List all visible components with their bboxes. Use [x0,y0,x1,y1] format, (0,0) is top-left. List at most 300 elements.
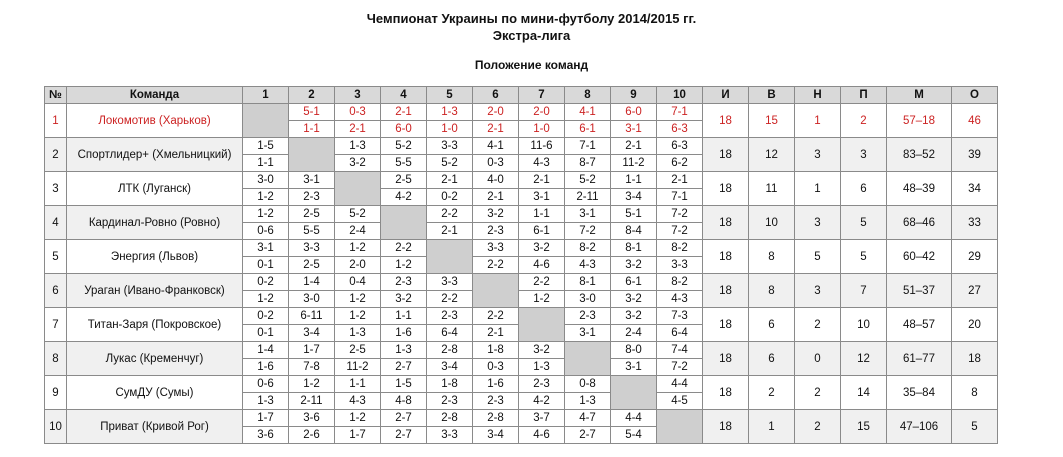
match-result: 2-1 [611,138,657,155]
match-result: 1-3 [335,138,381,155]
goals: 60–42 [887,240,952,274]
self-match-cell [565,342,611,376]
match-result: 8-2 [657,240,703,257]
match-result: 3-3 [427,138,473,155]
match-result: 1-1 [243,155,289,172]
match-result: 1-2 [289,376,335,393]
match-result: 1-1 [381,308,427,325]
match-result: 3-0 [289,291,335,308]
match-result: 6-0 [611,104,657,121]
match-result: 1-2 [519,291,565,308]
match-result: 4-2 [381,189,427,206]
match-result: 2-3 [565,308,611,325]
match-result: 3-0 [243,172,289,189]
games-played: 18 [703,138,749,172]
match-result: 1-8 [427,376,473,393]
match-result: 4-3 [519,155,565,172]
match-result: 4-3 [335,393,381,410]
match-result: 0-6 [243,376,289,393]
match-result: 3-6 [243,427,289,444]
goals: 35–84 [887,376,952,410]
goals: 68–46 [887,206,952,240]
match-result: 1-3 [519,359,565,376]
match-result: 1-6 [243,359,289,376]
match-result: 2-5 [289,257,335,274]
points: 29 [952,240,998,274]
match-result: 1-2 [243,206,289,223]
match-result: 8-0 [611,342,657,359]
match-result: 2-1 [657,172,703,189]
match-result: 4-4 [657,376,703,393]
match-result: 2-0 [519,104,565,121]
draws: 1 [795,104,841,138]
wins: 6 [749,308,795,342]
match-result: 3-1 [519,189,565,206]
team-row [45,308,998,325]
header-row [45,87,998,104]
team-position: 10 [45,410,67,444]
match-result: 6-1 [519,223,565,240]
match-result: 2-1 [335,121,381,138]
match-result: 5-2 [427,155,473,172]
standings-table [44,86,998,444]
draws: 3 [795,274,841,308]
match-result: 6-11 [289,308,335,325]
column-header: № [45,87,67,104]
match-result: 1-2 [335,291,381,308]
points: 5 [952,410,998,444]
match-result: 3-2 [611,308,657,325]
self-match-cell [427,240,473,274]
match-result: 1-3 [427,104,473,121]
column-header: 2 [289,87,335,104]
match-result: 4-6 [519,257,565,274]
losses: 7 [841,274,887,308]
team-row [45,274,998,291]
match-result: 2-3 [427,393,473,410]
draws: 3 [795,206,841,240]
match-result: 3-2 [519,342,565,359]
match-result: 4-0 [473,172,519,189]
team-row [45,240,998,257]
match-result: 8-1 [565,274,611,291]
match-result: 7-8 [289,359,335,376]
match-result: 3-1 [611,359,657,376]
games-played: 18 [703,240,749,274]
points: 8 [952,376,998,410]
games-played: 18 [703,410,749,444]
wins: 2 [749,376,795,410]
match-result: 1-1 [519,206,565,223]
match-result: 3-2 [381,291,427,308]
match-result: 5-4 [611,427,657,444]
goals: 61–77 [887,342,952,376]
match-result: 1-2 [243,291,289,308]
match-result: 5-2 [381,138,427,155]
match-result: 1-3 [381,342,427,359]
match-result: 1-2 [243,189,289,206]
match-result: 8-2 [565,240,611,257]
match-result: 4-4 [611,410,657,427]
match-result: 2-8 [473,410,519,427]
match-result: 3-2 [519,240,565,257]
match-result: 5-1 [289,104,335,121]
title-line-1: Чемпионат Украины по мини-футболу 2014/2015 гг. [366,11,697,26]
match-result: 7-1 [657,104,703,121]
page-subtitle: Положение команд [474,58,589,72]
team-position: 5 [45,240,67,274]
team-name: Приват (Кривой Рог) [67,410,243,444]
column-header: 1 [243,87,289,104]
column-header: М [887,87,952,104]
wins: 6 [749,342,795,376]
team-name: Локомотив (Харьков) [67,104,243,138]
match-result: 1-2 [335,308,381,325]
match-result: 1-8 [473,342,519,359]
match-result: 2-1 [381,104,427,121]
self-match-cell [611,376,657,410]
team-name: Спортлидер+ (Хмельницкий) [67,138,243,172]
points: 18 [952,342,998,376]
match-result: 1-3 [335,325,381,342]
match-result: 2-2 [473,308,519,325]
team-name: Титан-Заря (Покровское) [67,308,243,342]
column-header: 6 [473,87,519,104]
match-result: 2-7 [381,359,427,376]
match-result: 1-3 [565,393,611,410]
losses: 12 [841,342,887,376]
draws: 2 [795,410,841,444]
team-row [45,376,998,393]
team-position: 8 [45,342,67,376]
match-result: 8-7 [565,155,611,172]
match-result: 3-4 [427,359,473,376]
match-result: 1-7 [335,427,381,444]
match-result: 3-1 [289,172,335,189]
match-result: 2-8 [427,342,473,359]
match-result: 1-1 [289,121,335,138]
match-result: 2-2 [381,240,427,257]
team-name: СумДУ (Сумы) [67,376,243,410]
match-result: 1-5 [243,138,289,155]
wins: 10 [749,206,795,240]
match-result: 11-2 [611,155,657,172]
match-result: 8-4 [611,223,657,240]
team-name: Энергия (Львов) [67,240,243,274]
games-played: 18 [703,104,749,138]
match-result: 7-1 [565,138,611,155]
match-result: 2-5 [289,206,335,223]
match-result: 2-7 [381,410,427,427]
team-row [45,172,998,189]
match-result: 0-3 [335,104,381,121]
column-header: 10 [657,87,703,104]
column-header: 3 [335,87,381,104]
team-row [45,104,998,121]
match-result: 1-3 [243,393,289,410]
match-result: 0-2 [243,308,289,325]
losses: 15 [841,410,887,444]
draws: 2 [795,376,841,410]
match-result: 1-4 [243,342,289,359]
self-match-cell [335,172,381,206]
points: 20 [952,308,998,342]
match-result: 4-1 [473,138,519,155]
goals: 57–18 [887,104,952,138]
team-name: Кардинал-Ровно (Ровно) [67,206,243,240]
points: 33 [952,206,998,240]
games-played: 18 [703,274,749,308]
match-result: 4-5 [657,393,703,410]
self-match-cell [519,308,565,342]
match-result: 2-1 [427,223,473,240]
match-result: 3-6 [289,410,335,427]
goals: 47–106 [887,410,952,444]
losses: 3 [841,138,887,172]
match-result: 2-0 [335,257,381,274]
match-result: 0-2 [243,274,289,291]
match-result: 2-2 [427,291,473,308]
team-position: 6 [45,274,67,308]
points: 39 [952,138,998,172]
match-result: 2-4 [335,223,381,240]
team-position: 4 [45,206,67,240]
column-header: 8 [565,87,611,104]
match-result: 3-3 [473,240,519,257]
match-result: 3-1 [565,325,611,342]
team-position: 9 [45,376,67,410]
match-result: 1-2 [335,410,381,427]
column-header: Н [795,87,841,104]
team-position: 7 [45,308,67,342]
match-result: 5-5 [289,223,335,240]
match-result: 2-2 [427,206,473,223]
match-result: 2-1 [519,172,565,189]
goals: 48–39 [887,172,952,206]
losses: 5 [841,206,887,240]
match-result: 3-7 [519,410,565,427]
match-result: 8-1 [611,240,657,257]
match-result: 6-2 [657,155,703,172]
title-line-2: Экстра-лига [492,28,571,43]
match-result: 7-1 [657,189,703,206]
column-header: В [749,87,795,104]
match-result: 2-3 [381,274,427,291]
match-result: 3-3 [657,257,703,274]
points: 27 [952,274,998,308]
match-result: 3-1 [565,206,611,223]
match-result: 8-2 [657,274,703,291]
match-result: 3-2 [611,291,657,308]
match-result: 3-1 [243,240,289,257]
match-result: 2-8 [427,410,473,427]
points: 34 [952,172,998,206]
draws: 1 [795,172,841,206]
match-result: 2-4 [611,325,657,342]
self-match-cell [243,104,289,138]
goals: 83–52 [887,138,952,172]
team-position: 3 [45,172,67,206]
match-result: 2-5 [381,172,427,189]
match-result: 2-2 [473,257,519,274]
column-header: И [703,87,749,104]
match-result: 6-3 [657,121,703,138]
match-result: 1-0 [519,121,565,138]
match-result: 5-2 [335,206,381,223]
self-match-cell [289,138,335,172]
column-header: П [841,87,887,104]
match-result: 1-1 [335,376,381,393]
self-match-cell [381,206,427,240]
match-result: 3-3 [289,240,335,257]
match-result: 2-1 [473,325,519,342]
match-result: 2-3 [289,189,335,206]
match-result: 0-4 [335,274,381,291]
match-result: 7-3 [657,308,703,325]
match-result: 0-8 [565,376,611,393]
match-result: 6-1 [611,274,657,291]
match-result: 1-6 [473,376,519,393]
match-result: 2-1 [473,189,519,206]
page-title [0,10,1063,44]
match-result: 1-2 [381,257,427,274]
draws: 2 [795,308,841,342]
match-result: 0-3 [473,359,519,376]
goals: 51–37 [887,274,952,308]
match-result: 7-2 [657,223,703,240]
match-result: 4-6 [519,427,565,444]
losses: 2 [841,104,887,138]
match-result: 3-2 [473,206,519,223]
match-result: 0-3 [473,155,519,172]
match-result: 2-0 [473,104,519,121]
match-result: 0-1 [243,325,289,342]
match-result: 1-2 [335,240,381,257]
team-row [45,342,998,359]
losses: 10 [841,308,887,342]
match-result: 2-7 [565,427,611,444]
match-result: 0-2 [427,189,473,206]
column-header: 4 [381,87,427,104]
team-name: Лукас (Кременчуг) [67,342,243,376]
games-played: 18 [703,172,749,206]
match-result: 6-4 [427,325,473,342]
match-result: 4-1 [565,104,611,121]
team-row [45,138,998,155]
match-result: 1-0 [427,121,473,138]
match-result: 7-4 [657,342,703,359]
match-result: 2-1 [427,172,473,189]
match-result: 2-3 [427,308,473,325]
team-row [45,206,998,223]
match-result: 2-5 [335,342,381,359]
match-result: 3-2 [335,155,381,172]
match-result: 4-7 [565,410,611,427]
draws: 3 [795,138,841,172]
match-result: 1-7 [243,410,289,427]
match-result: 11-2 [335,359,381,376]
match-result: 7-2 [565,223,611,240]
match-result: 0-1 [243,257,289,274]
match-result: 3-3 [427,427,473,444]
match-result: 4-3 [565,257,611,274]
team-name: ЛТК (Луганск) [67,172,243,206]
match-result: 2-11 [565,189,611,206]
team-position: 1 [45,104,67,138]
match-result: 1-5 [381,376,427,393]
match-result: 6-4 [657,325,703,342]
draws: 5 [795,240,841,274]
match-result: 3-4 [289,325,335,342]
games-played: 18 [703,308,749,342]
match-result: 6-0 [381,121,427,138]
match-result: 5-5 [381,155,427,172]
losses: 14 [841,376,887,410]
match-result: 3-4 [611,189,657,206]
losses: 6 [841,172,887,206]
team-position: 2 [45,138,67,172]
match-result: 3-4 [473,427,519,444]
match-result: 1-1 [611,172,657,189]
match-result: 2-7 [381,427,427,444]
column-header: Команда [67,87,243,104]
match-result: 4-8 [381,393,427,410]
column-header: 9 [611,87,657,104]
column-header: 5 [427,87,473,104]
match-result: 6-3 [657,138,703,155]
wins: 15 [749,104,795,138]
draws: 0 [795,342,841,376]
self-match-cell [473,274,519,308]
self-match-cell [657,410,703,444]
column-header: О [952,87,998,104]
match-result: 6-1 [565,121,611,138]
match-result: 4-2 [519,393,565,410]
points: 46 [952,104,998,138]
goals: 48–57 [887,308,952,342]
match-result: 11-6 [519,138,565,155]
match-result: 2-6 [289,427,335,444]
match-result: 2-2 [519,274,565,291]
games-played: 18 [703,376,749,410]
team-row [45,410,998,427]
match-result: 5-1 [611,206,657,223]
match-result: 2-11 [289,393,335,410]
column-header: 7 [519,87,565,104]
match-result: 2-1 [473,121,519,138]
match-result: 7-2 [657,206,703,223]
match-result: 4-3 [657,291,703,308]
match-result: 7-2 [657,359,703,376]
games-played: 18 [703,342,749,376]
wins: 12 [749,138,795,172]
match-result: 3-0 [565,291,611,308]
games-played: 18 [703,206,749,240]
match-result: 3-3 [427,274,473,291]
match-result: 0-6 [243,223,289,240]
match-result: 1-4 [289,274,335,291]
match-result: 2-3 [473,223,519,240]
match-result: 1-7 [289,342,335,359]
team-name: Ураган (Ивано-Франковск) [67,274,243,308]
match-result: 1-6 [381,325,427,342]
losses: 5 [841,240,887,274]
wins: 1 [749,410,795,444]
match-result: 3-2 [611,257,657,274]
wins: 8 [749,274,795,308]
match-result: 2-3 [473,393,519,410]
wins: 8 [749,240,795,274]
